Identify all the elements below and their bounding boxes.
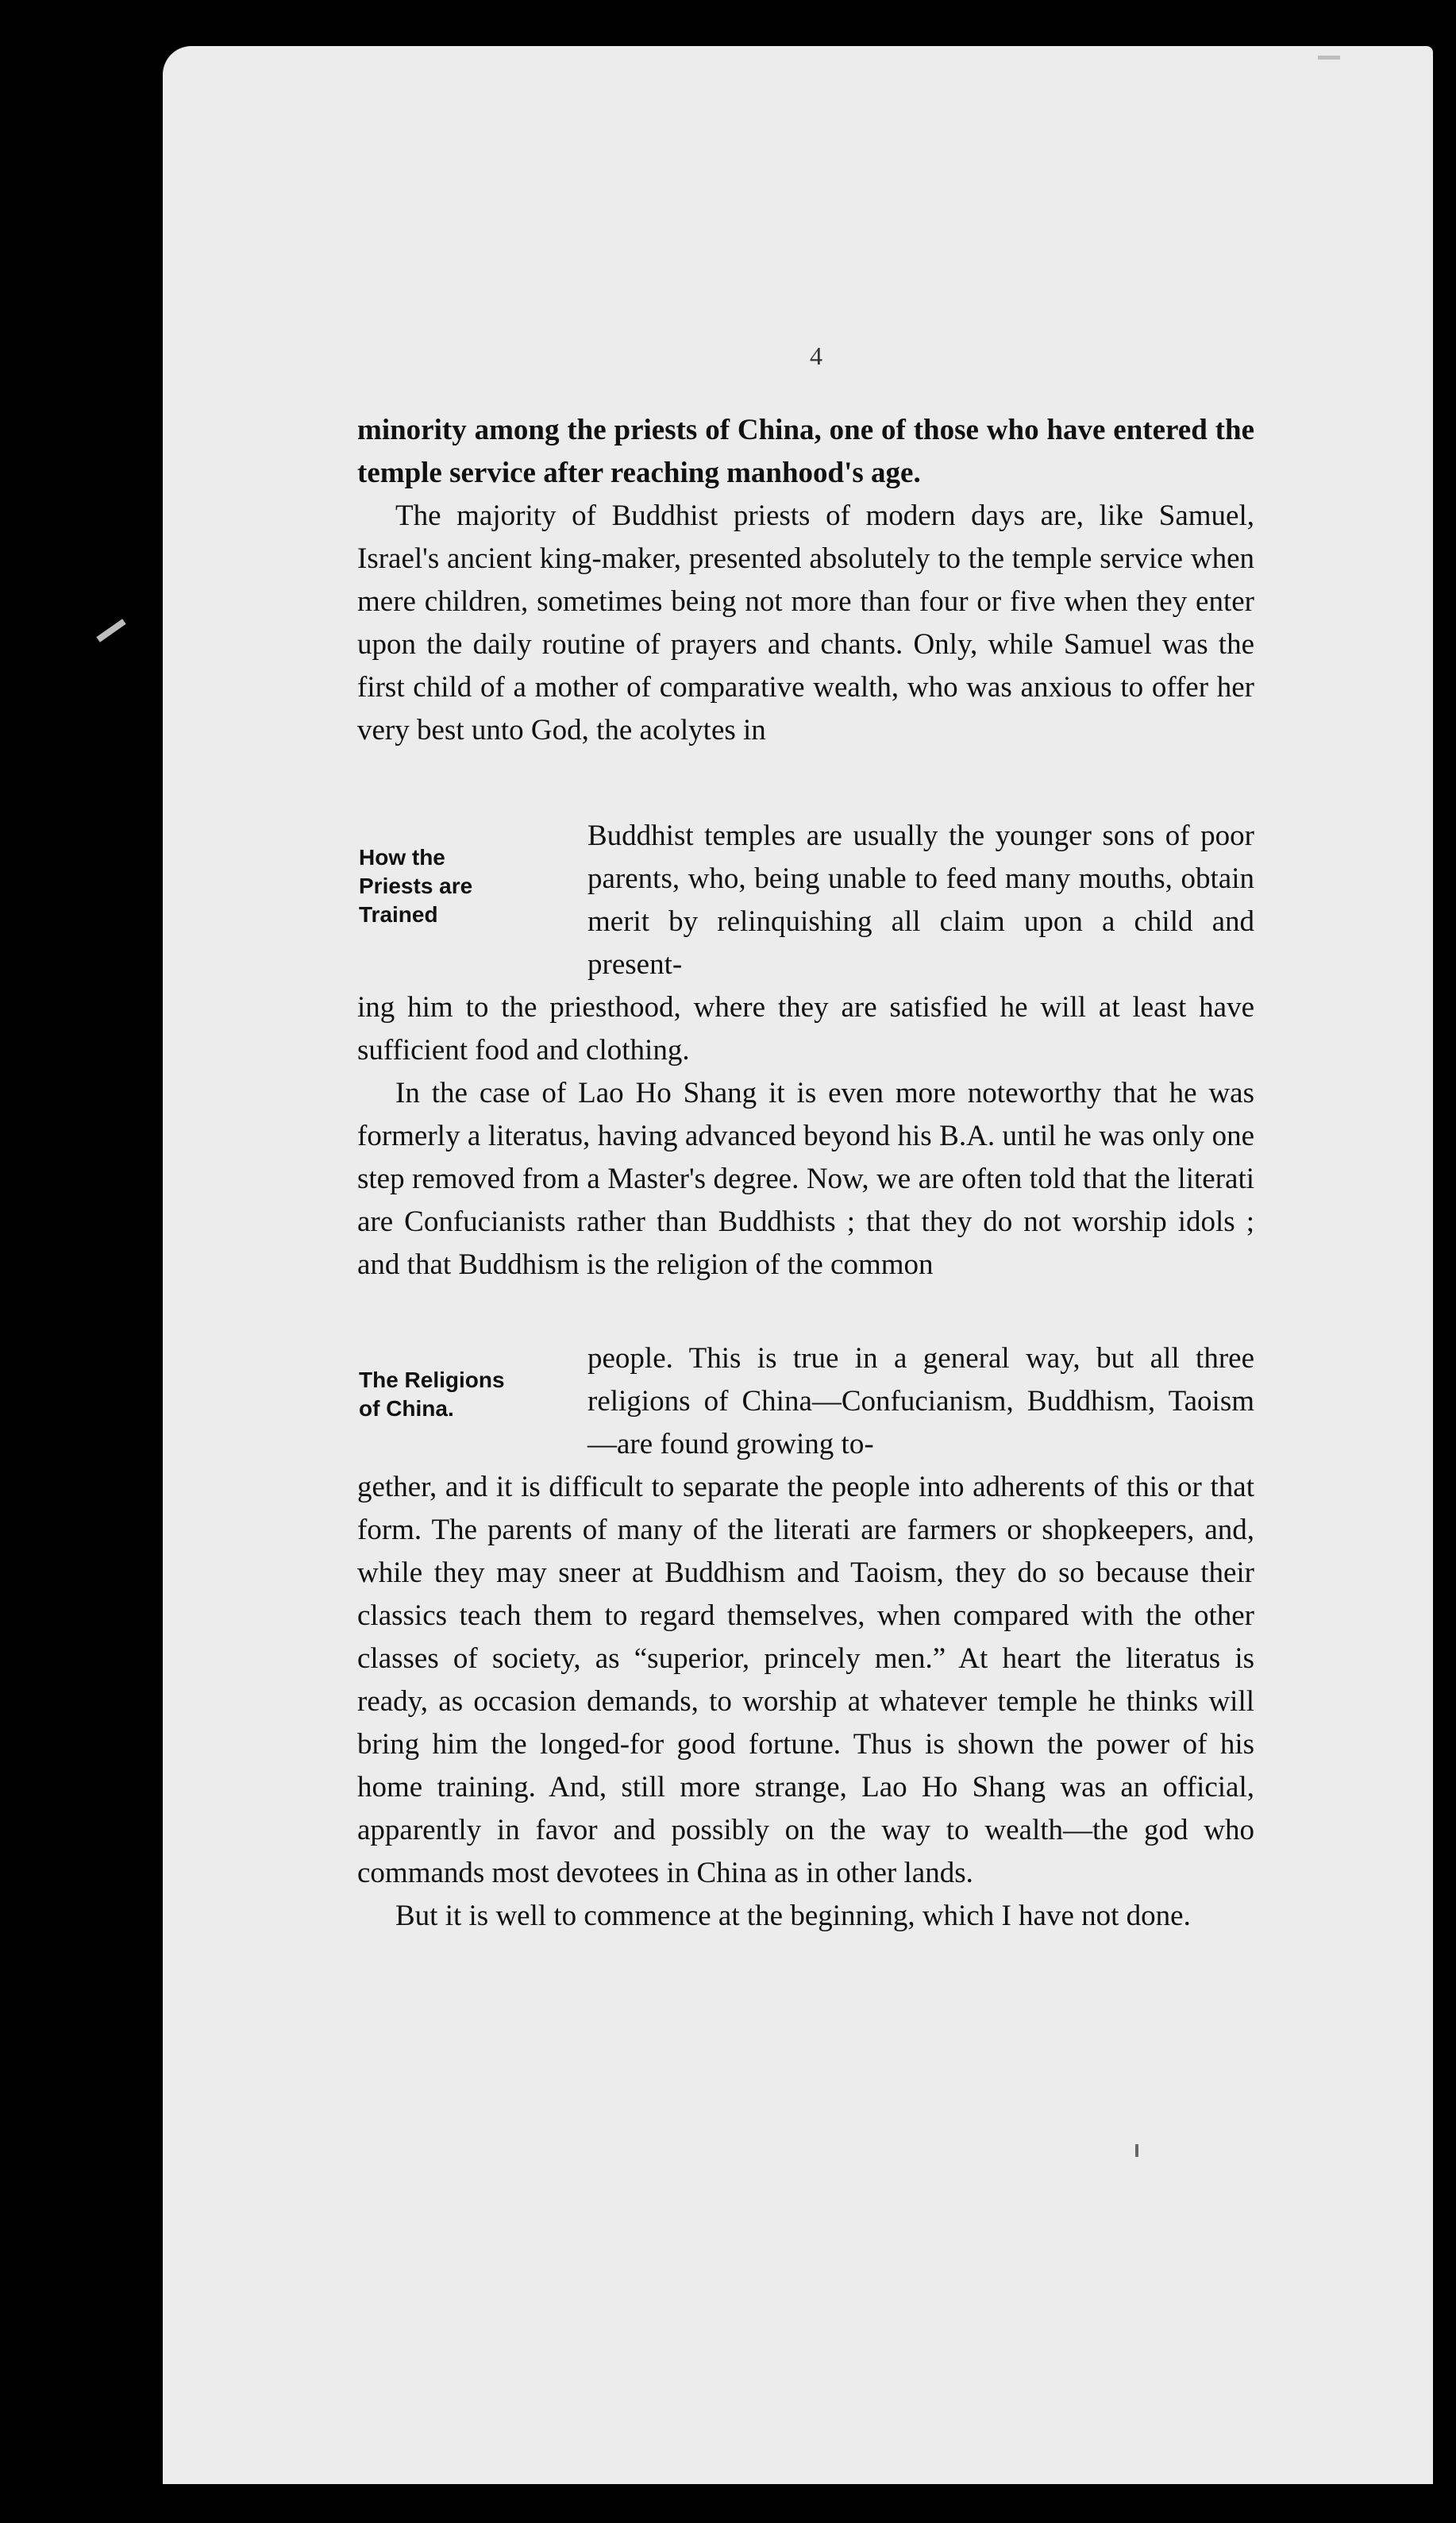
paragraph-majority: The majority of Buddhist priests of modern days are, like Samuel, Israel's ancient king-maker, presented absolutely to the temple service when mere children, sometimes being not more than four or five when they enter upon the daily routine of prayers and chants. Only, while Samuel was the first child of a mother of comparative wealth, who was anxious to offer her very best unto God, the acolytes in [357, 500, 1254, 746]
side-note-line: The Religions [359, 1368, 505, 1392]
side-note-line: of China. [359, 1396, 454, 1421]
paragraph-segment: ing him to the priesthood, where they are satisfied he will at least have sufficient food and clothing. [357, 991, 1254, 1067]
scan-artifact [1135, 2144, 1138, 2157]
scan-artifact [1318, 56, 1340, 60]
side-note-line: Priests are [359, 874, 473, 898]
paragraph-segment: gether, and it is difficult to separate the people into adherents of this or that form. The parents of many of the literati are farmers or shopkeepers, and, while they may sneer at Buddhism and Taoism, they do so because their classics teach them to regard themselves, when compared with the other classes of society, as “superior, princely men.” At heart the literatus is ready, as occasion demands, to worship at whatever temple he thinks will bring him the longed-for good fortune. Thus is shown the power of his home training. And, still more strange, Lao Ho Shang was an official, apparently in favor and possibly on the way to wealth—the god who commands most devotees in China as in other lands. [357, 1471, 1254, 1889]
side-note-priests-trained [359, 843, 565, 929]
scan-artifact [96, 619, 125, 642]
paragraph-segment: people. This is true in a general way, but all three religions of China—Confucianism, Buddhism, Taoism—are found growing to- [587, 1342, 1254, 1460]
paragraph-continuation: minority among the priests of China, one of those who have entered the temple service after reaching manhood's age. [357, 414, 1254, 489]
side-note-line: Trained [359, 902, 438, 927]
page-number: 4 [810, 341, 822, 370]
paragraph-lao-ho-shang: In the case of Lao Ho Shang it is even more noteworthy that he was formerly a literatus, having advanced beyond his B.A. until he was only one step removed from a Master's degree. Now, we are often told that the literati are Confucianists rather than Buddhists ; that they do not worship idols ; and that Buddhism is the religion of the common [357, 1077, 1254, 1281]
paragraph-segment: Buddhist temples are usually the younger sons of poor parents, who, being unable to feed many mouths, obtain merit by relinquishing all claim upon a child and present- [587, 820, 1254, 981]
paragraph-commence: But it is well to commence at the beginning, which I have not done. [395, 1900, 1191, 1932]
text-block-top [357, 409, 1254, 752]
text-block-inset-priests [587, 815, 1254, 986]
text-block-inset-religions [587, 1337, 1254, 1466]
text-block-middle [357, 986, 1254, 1287]
side-note-religions-china [359, 1366, 565, 1423]
text-block-bottom [357, 1466, 1254, 1938]
side-note-line: How the [359, 845, 445, 870]
